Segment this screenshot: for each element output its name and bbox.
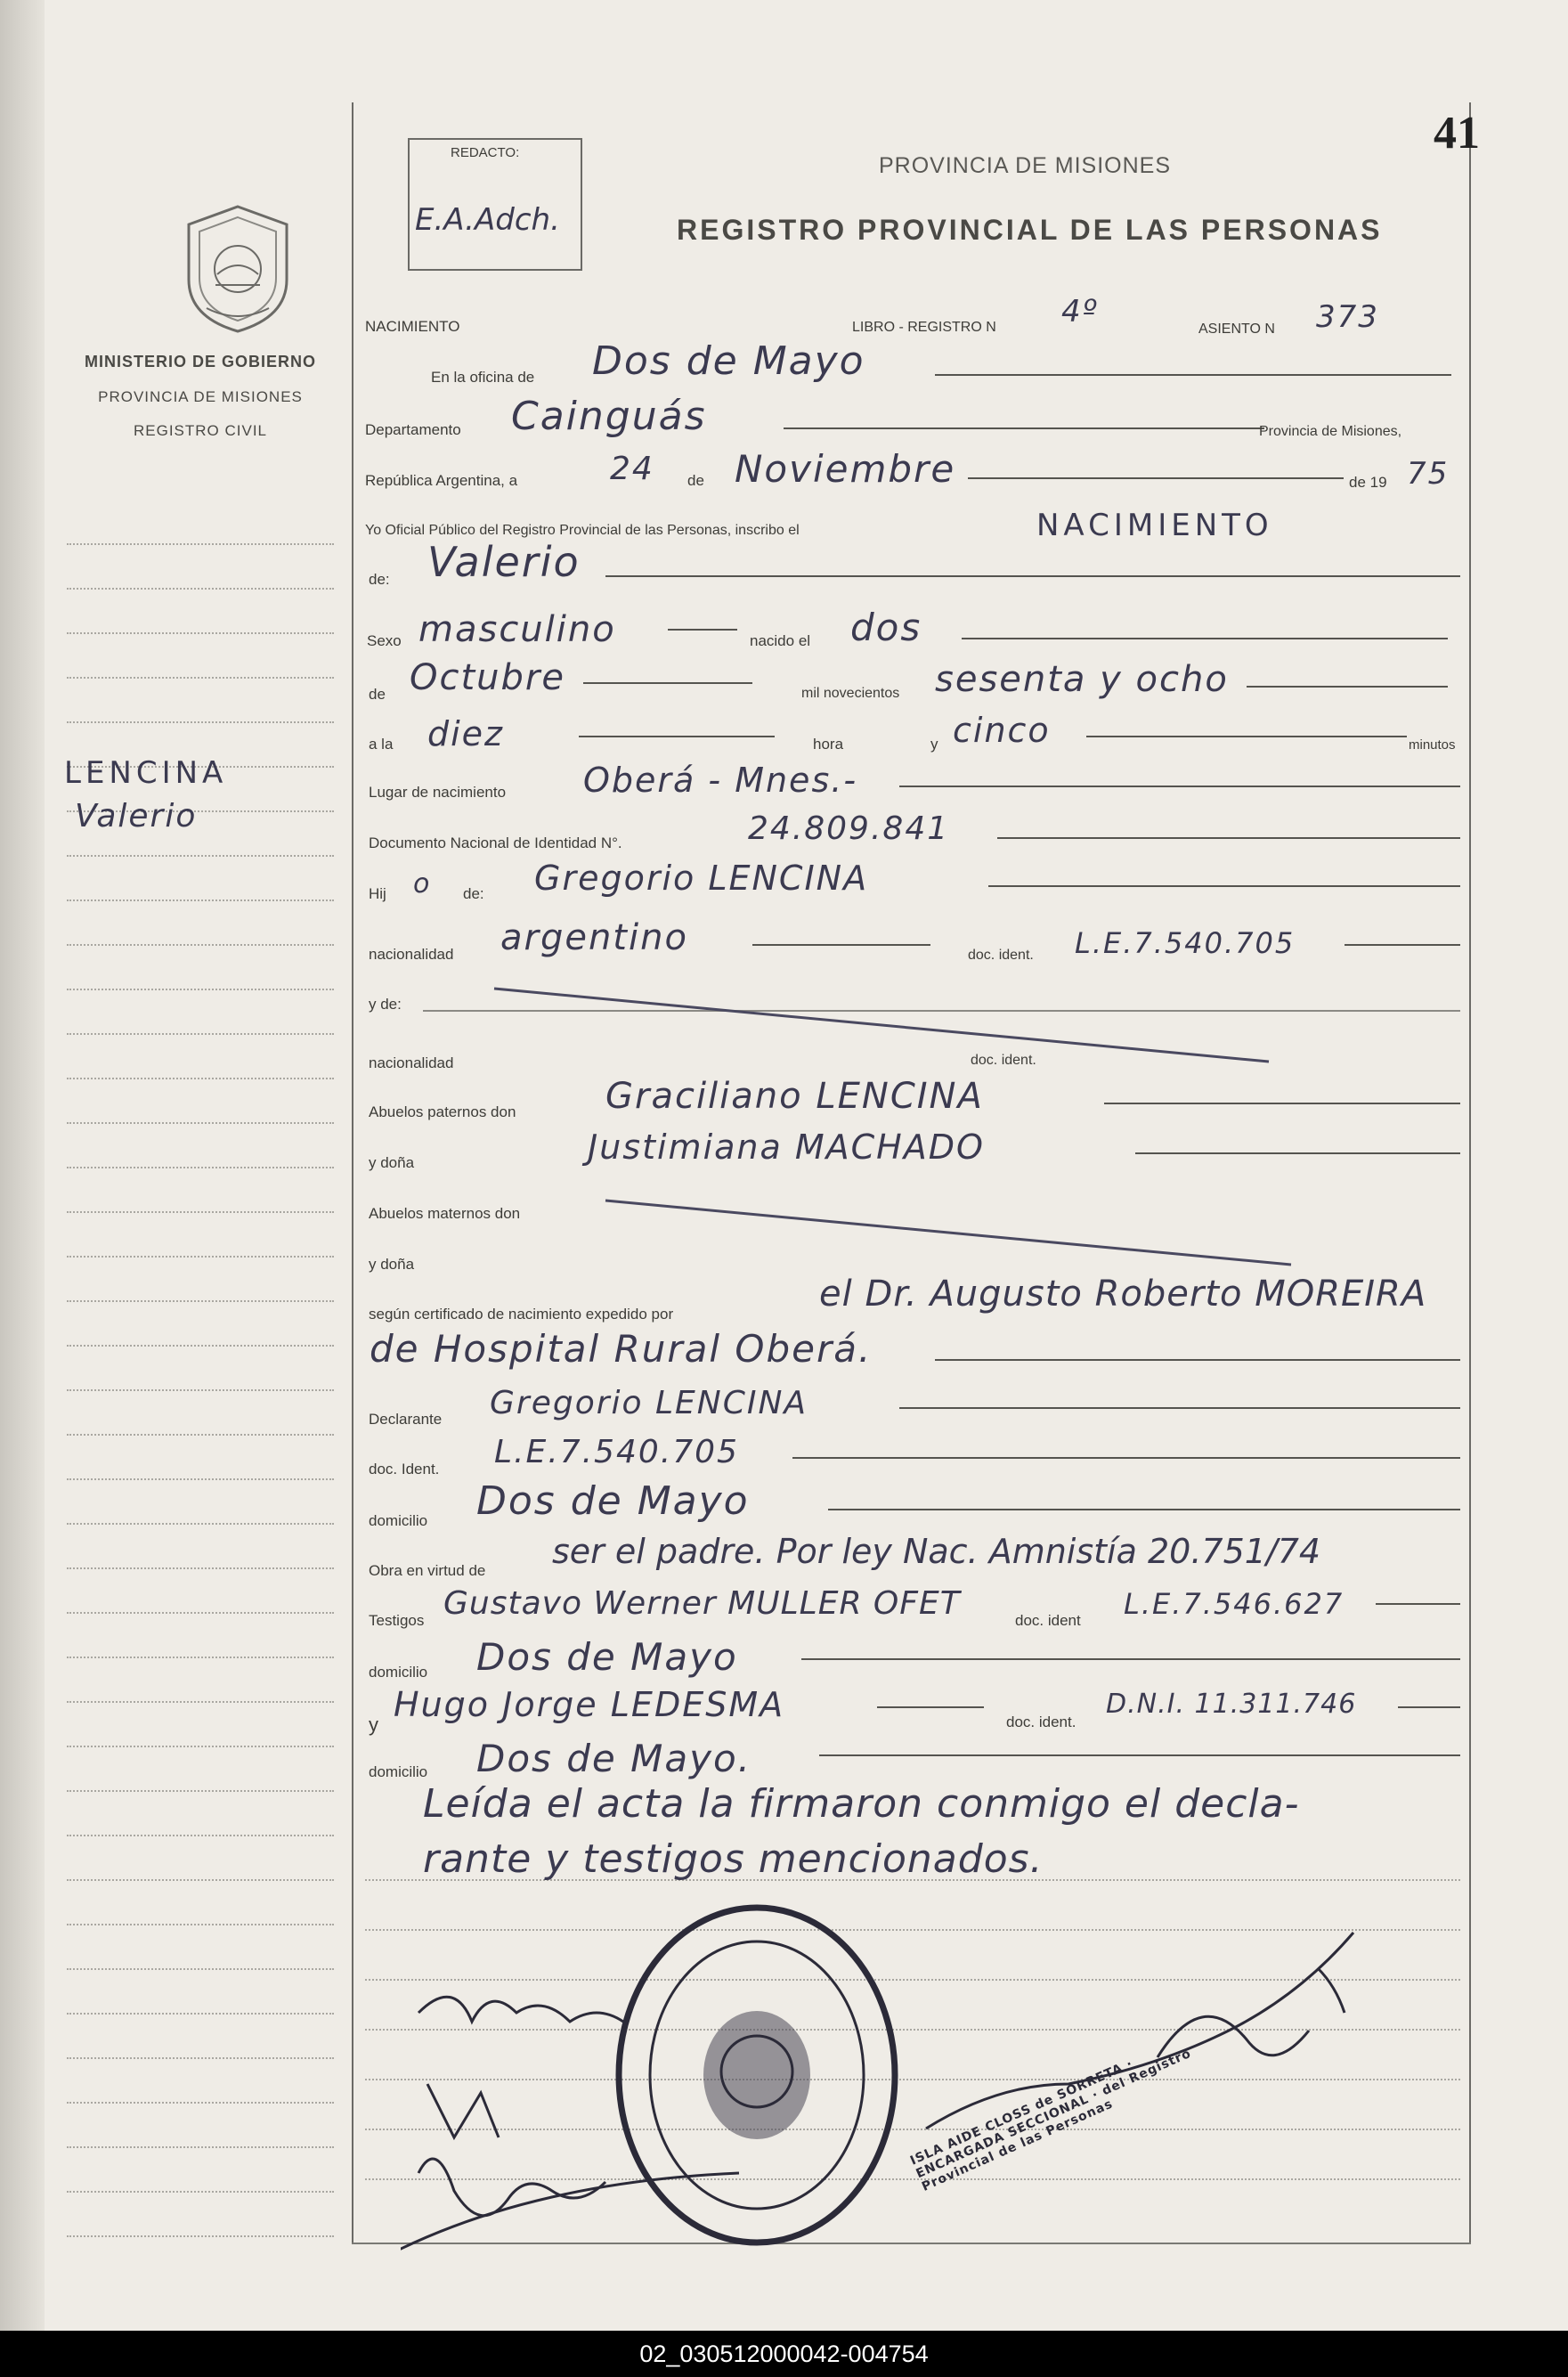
nacido-line	[962, 638, 1448, 639]
republica-label: República Argentina, a	[365, 472, 518, 489]
testigo1-value: Gustavo Werner MULLER OFET	[443, 1585, 961, 1622]
testigo1-doc: L.E.7.546.627	[1124, 1587, 1345, 1621]
domicilio3-label: domicilio	[369, 1763, 428, 1780]
ruling-line	[67, 543, 334, 545]
declarante-doc-line	[792, 1457, 1460, 1459]
padre-value: Gregorio LENCINA	[534, 859, 869, 898]
declarante-doc: L.E.7.540.705	[494, 1434, 739, 1470]
closing-line2: rante y testigos mencionados.	[423, 1836, 1044, 1882]
ruling-line	[67, 2146, 334, 2148]
abuelos-maternos-label: Abuelos maternos don	[369, 1205, 521, 1222]
ruling-line	[67, 989, 334, 990]
hora-label: hora	[813, 736, 844, 753]
de-label: de	[687, 472, 704, 489]
province-seal-icon	[180, 203, 296, 335]
ruling-line	[67, 1033, 334, 1035]
margin-given-name: Valerio	[75, 798, 198, 834]
margin-surname: LENCINA	[64, 755, 228, 791]
ruling-line	[67, 1211, 334, 1213]
mil-label: mil novecientos	[801, 686, 900, 701]
testigo1-doc-line	[1376, 1603, 1460, 1605]
provincia-misiones-label: Provincia de Misiones,	[1259, 424, 1402, 439]
form-left-border	[352, 102, 353, 2244]
birth-year-line	[1247, 686, 1448, 688]
ministry-label: MINISTERIO DE GOBIERNO	[84, 353, 317, 370]
abuelo-paterno: Graciliano LENCINA	[605, 1076, 984, 1117]
hijo-label: Hij	[369, 885, 386, 902]
hour-line	[579, 736, 775, 737]
testigo2-line	[877, 1706, 984, 1708]
padre-line	[988, 885, 1460, 887]
closing-line1: Leída el acta la firmaron conmigo el decla-	[423, 1781, 1300, 1827]
cancel-stroke-mother	[485, 980, 1287, 1069]
name-value: Valerio	[427, 538, 581, 586]
ruling-line	[67, 1612, 334, 1614]
de-month-label: de	[369, 686, 386, 703]
nacionalidad-label: nacionalidad	[369, 946, 454, 963]
month-value: Noviembre	[735, 447, 956, 491]
ruling-line	[67, 721, 334, 723]
nacido-label: nacido el	[750, 632, 811, 649]
certificado-line1: el Dr. Augusto Roberto MOREIRA	[819, 1274, 1427, 1315]
name-line	[605, 575, 1460, 577]
abuelo-paterno-line	[1104, 1103, 1460, 1104]
hour-value: diez	[427, 714, 505, 753]
ruling-line	[67, 2102, 334, 2104]
dni-value: 24.809.841	[748, 810, 950, 847]
asiento-label: ASIENTO N	[1198, 322, 1275, 337]
ruling-line	[67, 1478, 334, 1480]
de-year-label: de 19	[1349, 474, 1387, 491]
ruling-line	[67, 1701, 334, 1703]
registry-heading: REGISTRO PROVINCIAL DE LAS PERSONAS	[677, 214, 1383, 246]
nacionalidad2-label: nacionalidad	[369, 1054, 454, 1071]
ruling-line	[67, 1523, 334, 1525]
sexo-value: masculino	[418, 609, 616, 650]
lugar-label: Lugar de nacimiento	[369, 784, 507, 801]
ruling-line	[67, 1389, 334, 1391]
departamento-line	[784, 427, 1264, 429]
ruling-line	[67, 1790, 334, 1792]
document-page	[45, 0, 1568, 2331]
padre-doc-line	[1345, 944, 1460, 946]
left-province-label: PROVINCIA DE MISIONES	[98, 388, 303, 405]
testigo2-doc: D.N.I. 11.311.746	[1106, 1689, 1357, 1720]
oficina-label: En la oficina de	[431, 369, 535, 386]
ruling-line	[67, 632, 334, 634]
birth-year: sesenta y ocho	[935, 659, 1229, 700]
civil-registry-label: REGISTRO CIVIL	[133, 422, 268, 439]
ruling-line	[67, 1256, 334, 1258]
declarante-line	[899, 1407, 1460, 1409]
abuela-paterna-line	[1135, 1152, 1460, 1154]
province-heading: PROVINCIA DE MISIONES	[879, 153, 1172, 178]
departamento-value: Cainguás	[511, 394, 707, 439]
nacimiento-label: NACIMIENTO	[365, 318, 460, 335]
ruling-line	[67, 1167, 334, 1168]
ruling-line	[67, 1657, 334, 1658]
dni-line	[997, 837, 1460, 839]
name-label: de:	[369, 571, 390, 588]
testigo2-dom-line	[819, 1754, 1460, 1756]
doc-ident-label: doc. ident.	[968, 948, 1034, 963]
departamento-label: Departamento	[365, 421, 461, 438]
certificado-line2: de Hospital Rural Oberá.	[370, 1327, 873, 1371]
domicilio-label: domicilio	[369, 1512, 428, 1529]
padre-doc: L.E.7.540.705	[1075, 926, 1296, 960]
asiento-value: 373	[1316, 299, 1379, 335]
padre-nacionalidad: argentino	[500, 917, 688, 958]
ruling-line	[67, 1924, 334, 1925]
obra-value: ser el padre. Por ley Nac. Amnistía 20.751/74	[552, 1532, 1321, 1571]
redacto-box	[408, 138, 582, 271]
page-edge	[0, 0, 45, 2331]
y-dona2-label: y doña	[369, 1256, 415, 1273]
redacto-label: REDACTO:	[451, 145, 520, 160]
libro-label: LIBRO - REGISTRO N	[852, 320, 996, 335]
hijo-de-label: de:	[463, 885, 484, 902]
official-statement: Yo Oficial Público del Registro Provincial de las Personas, inscribo el	[365, 523, 800, 538]
testigo2-doc-line	[1398, 1706, 1460, 1708]
scan-id-footer: 02_030512000042-004754	[0, 2331, 1568, 2377]
minutos-label: minutos	[1409, 737, 1456, 753]
ruling-line	[67, 855, 334, 857]
minutes-value: cinco	[953, 711, 1051, 750]
testigos-label: Testigos	[369, 1612, 425, 1629]
year-value: 75	[1407, 456, 1450, 492]
cancel-stroke-grandparents	[597, 1184, 1309, 1274]
sexo-line	[668, 629, 737, 631]
declarante-dom-line	[828, 1509, 1460, 1510]
libro-value: 4º	[1061, 294, 1099, 330]
obra-label: Obra en virtud de	[369, 1562, 486, 1579]
sexo-label: Sexo	[367, 632, 402, 649]
abuelos-paternos-label: Abuelos paternos don	[369, 1103, 516, 1120]
y-label: y	[930, 736, 938, 753]
certificado-line	[935, 1359, 1460, 1361]
doc-ident3-label: doc. Ident.	[369, 1461, 440, 1477]
ruling-line	[67, 1434, 334, 1436]
form-right-border	[1469, 102, 1471, 2244]
y-de-label: y de:	[369, 996, 402, 1013]
ruling-line	[67, 1300, 334, 1302]
oficina-value: Dos de Mayo	[592, 338, 865, 384]
day-value: 24	[610, 451, 654, 487]
hijo-suffix: o	[413, 868, 432, 900]
certificado-label: según certificado de nacimiento expedido por	[369, 1306, 674, 1323]
month-line	[968, 477, 1344, 479]
record-type: NACIMIENTO	[1036, 508, 1273, 543]
ruling-line	[67, 677, 334, 679]
y2-label: y	[369, 1714, 378, 1736]
oficina-line	[935, 374, 1451, 376]
doc-ident2-label: doc. ident.	[971, 1053, 1036, 1068]
ruling-line	[67, 1567, 334, 1569]
ruling-line	[67, 1078, 334, 1079]
oval-stamp-text: ISLA AIDE CLOSS de SORRETA · ENCARGADA SECCIONAL · del Registro Provincial de las Personas	[908, 2046, 1194, 2194]
ruling-line	[67, 2057, 334, 2059]
lugar-line	[899, 786, 1460, 787]
declarante-label: Declarante	[369, 1411, 443, 1428]
nacido-day: dos	[850, 606, 922, 649]
ruling-line	[67, 1835, 334, 1836]
testigo2-dom: Dos de Mayo.	[476, 1737, 752, 1780]
testigo1-dom-line	[801, 1658, 1460, 1660]
ruling-line	[67, 588, 334, 590]
testigo2-value: Hugo Jorge LEDESMA	[394, 1685, 785, 1724]
ruling-line	[67, 900, 334, 901]
dni-label: Documento Nacional de Identidad N°.	[369, 834, 622, 851]
y-dona-label: y doña	[369, 1154, 415, 1171]
lugar-value: Oberá - Mnes.-	[583, 761, 858, 800]
domicilio2-label: domicilio	[369, 1664, 428, 1681]
declarante-value: Gregorio LENCINA	[490, 1385, 808, 1421]
ruling-line	[67, 2235, 334, 2237]
birth-month-line	[583, 682, 752, 684]
ruling-line	[67, 2013, 334, 2015]
page-number: 41	[1434, 108, 1480, 159]
declarant-signature	[401, 1959, 775, 2262]
redacto-initials: E.A.Adch.	[415, 202, 560, 238]
ruling-line	[67, 1345, 334, 1347]
nacionalidad-line	[752, 944, 930, 946]
ruling-line	[67, 1746, 334, 1747]
doc-ident5-label: doc. ident.	[1006, 1714, 1076, 1730]
abuela-paterna: Justimiana MACHADO	[588, 1127, 985, 1167]
testigo1-dom: Dos de Mayo	[476, 1635, 738, 1679]
doc-ident4-label: doc. ident	[1015, 1612, 1081, 1629]
ruling-line	[67, 944, 334, 946]
ruling-line	[67, 1968, 334, 1970]
a-la-label: a la	[369, 736, 394, 753]
birth-month: Octubre	[410, 657, 565, 698]
ruling-line	[67, 2191, 334, 2193]
declarante-dom: Dos de Mayo	[476, 1478, 750, 1524]
ruling-line	[67, 1122, 334, 1124]
ruling-line	[67, 1879, 334, 1881]
minutes-line	[1086, 736, 1407, 737]
